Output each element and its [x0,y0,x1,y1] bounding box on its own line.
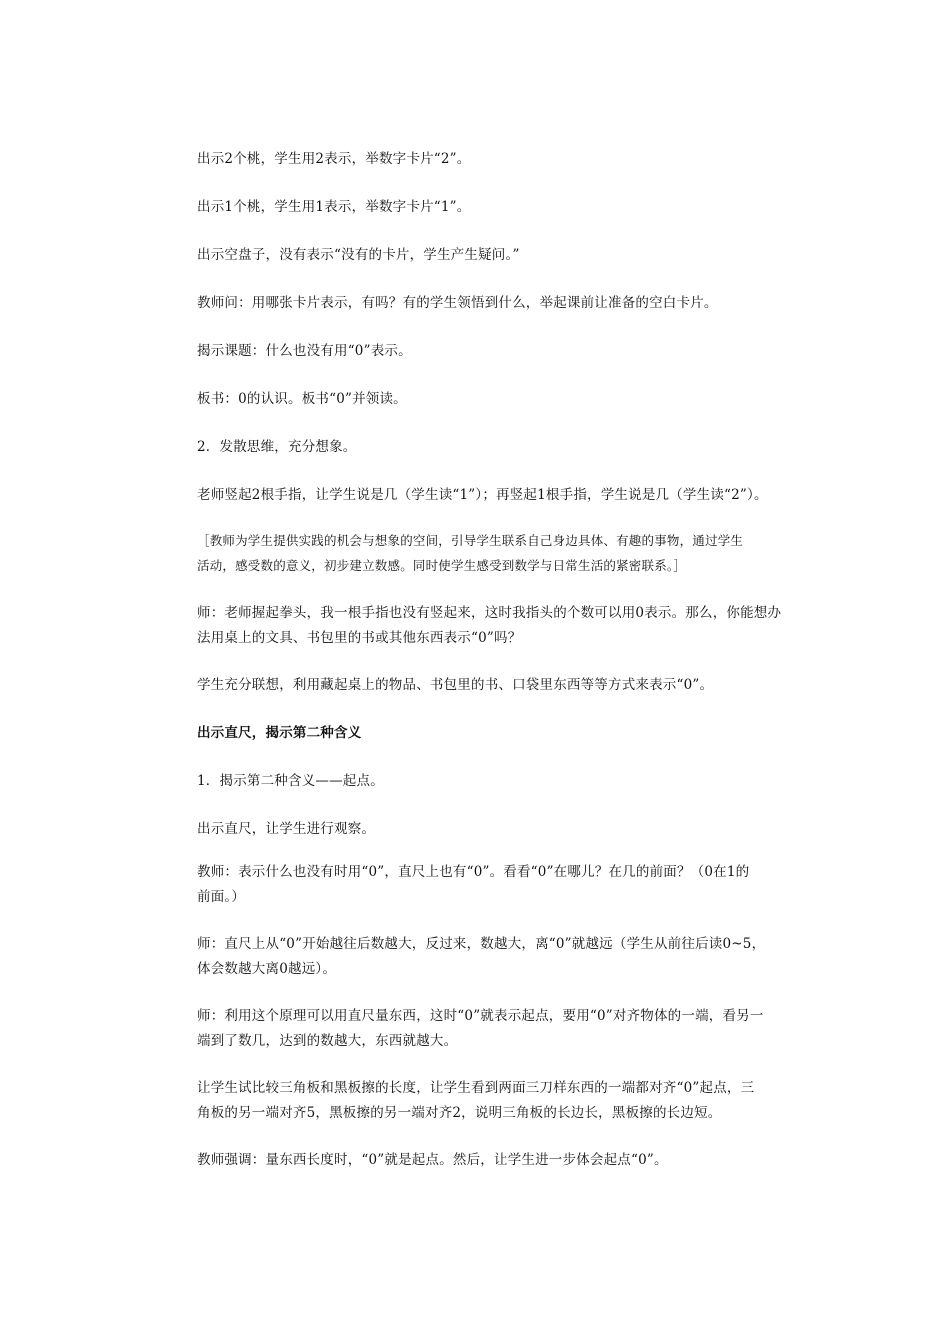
paragraph-larger-farther-line-1: 师：直尺上从“0”开始越往后数越大，反过来，数越大，离“0”就越远（学生从前往后读0~5， [197,936,766,952]
paragraph-compare-lengths-line-2: 角板的另一端对齐5，黑板擦的另一端对齐2，说明三角板的长边长，黑板擦的长边短。 [197,1105,722,1121]
paragraph-larger-farther-line-2: 体会数越大离0越远）。 [197,961,337,977]
paragraph-larger-farther [197,934,797,980]
paragraph-ruler-zero-line-2: 前面。） [197,889,246,905]
paragraph-teacher-note-line-1: ［教师为学生提供实践的机会与想象的空间，引导学生联系自己身边具体、有趣的事物，通过学生 [197,533,744,548]
paragraph-teacher-emphasis: 教师强调：量东西长度时，“0”就是起点。然后，让学生进一步体会起点“0”。 [197,1152,668,1168]
paragraph-students-imagine: 学生充分联想，利用藏起桌上的物品、书包里的书、口袋里东西等等方式来表示“0”。 [197,677,714,693]
paragraph-observe-ruler: 出示直尺，让学生进行观察。 [197,821,376,837]
paragraph-show-one-peach: 出示1个桃，学生用1表示，举数字卡片“1”。 [197,199,471,215]
paragraph-teacher-note-line-2: 活动，感受数的意义，初步建立数感。同时使学生感受到数学与日常生活的紧密联系。］ [197,558,687,573]
paragraph-reveal-topic: 揭示课题：什么也没有用“0”表示。 [197,343,412,359]
paragraph-compare-lengths-line-1: 让学生试比较三角板和黑板擦的长度，让学生看到两面三刀样东西的一端都对齐“0”起点，三 [197,1080,755,1096]
paragraph-starting-point: 1．揭示第二种含义——起点。 [197,773,384,789]
paragraph-blackboard: 板书：0的认识。板书“0”并领读。 [197,391,407,407]
paragraph-teacher-asks: 教师问：用哪张卡片表示，有吗？有的学生领悟到什么，举起课前让准备的空白卡片。 [197,295,718,311]
paragraph-ruler-zero-line-1: 教师：表示什么也没有时用“0”，直尺上也有“0”。看看“0”在哪儿？在几的前面？（0在1的 [197,864,750,880]
paragraph-fist [197,603,797,649]
paragraph-ruler-zero [197,862,797,908]
paragraph-empty-plate: 出示空盘子，没有表示“没有的卡片，学生产生疑问。” [197,247,520,263]
section-heading-ruler: 出示直尺，揭示第二种含义 [197,725,362,741]
paragraph-fist-line-1: 师：老师握起拳头，我一根手指也没有竖起来，这时我指头的个数可以用0表示。那么，你能想办 [197,605,782,621]
paragraph-measure-principle-line-1: 师：利用这个原理可以用直尺量东西，这时“0”就表示起点，要用“0”对齐物体的一端，看另一 [197,1008,764,1024]
paragraph-show-two-peaches: 出示2个桃，学生用2表示，举数字卡片“2”。 [197,151,471,167]
paragraph-compare-lengths [197,1078,797,1124]
paragraph-fist-line-2: 法用桌上的文具、书包里的书或其他东西表示“0”吗？ [197,630,522,646]
paragraph-teacher-note [197,530,797,576]
paragraph-measure-principle-line-2: 端到了数几，达到的数越大，东西就越大。 [197,1033,458,1049]
paragraph-fingers: 老师竖起2根手指，让学生说是几（学生读“1”）；再竖起1根手指，学生说是几（学生读“2”）。 [197,487,768,503]
paragraph-measure-principle [197,1006,797,1052]
paragraph-section-2-heading: 2．发散思维，充分想象。 [197,439,357,455]
